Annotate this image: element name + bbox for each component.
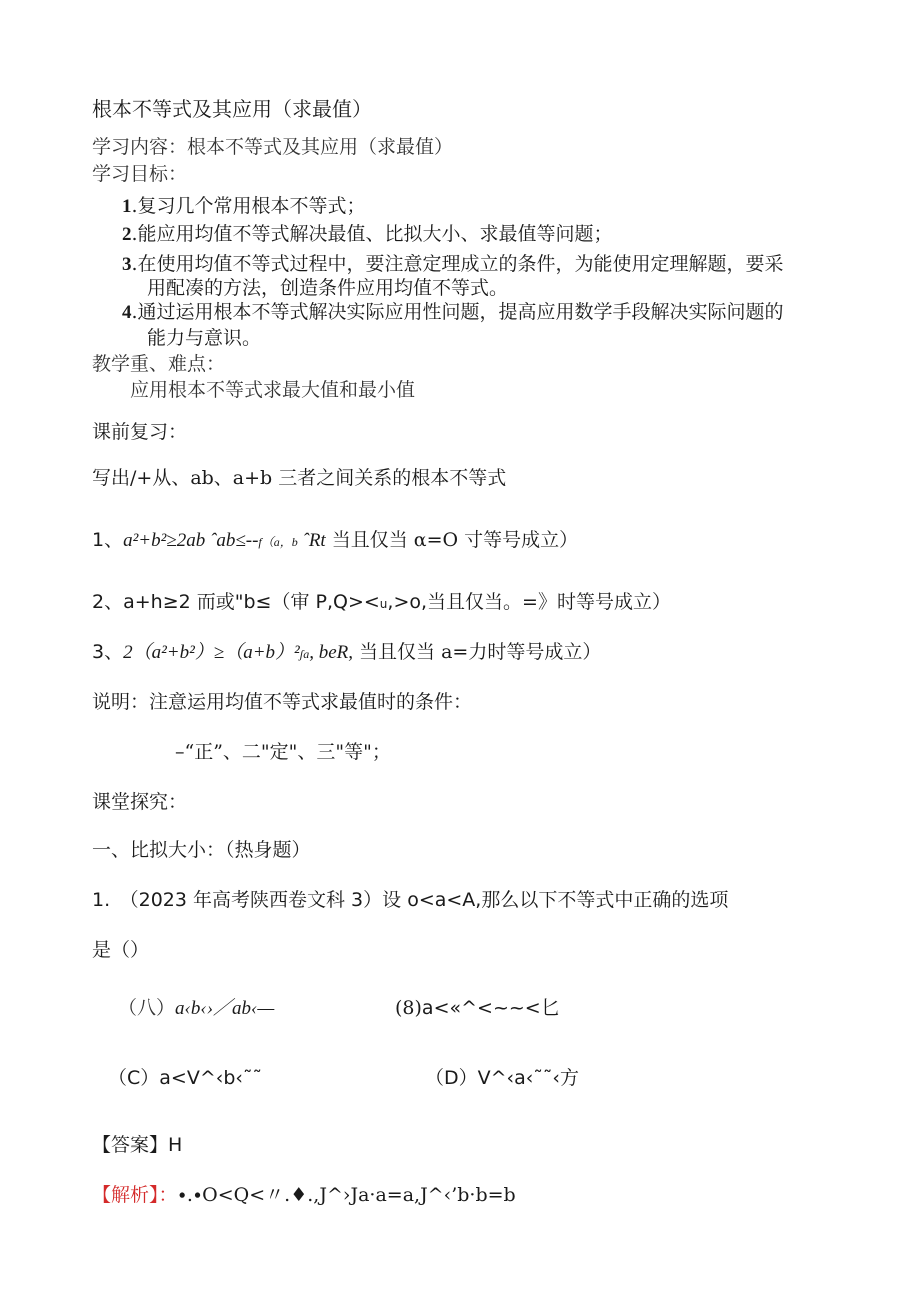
answer-line: 【答案】H	[92, 1134, 183, 1156]
option-c: （C）a<V^‹b‹˜˜	[108, 1067, 263, 1089]
objective-item: 4.通过运用根本不等式解决实际应用性问题，提高应用数学手段解决实际问题的	[122, 301, 784, 323]
note: 说明：注意运用均值不等式求最值时的条件：	[92, 691, 473, 713]
question-1: 1. （2023 年高考陕西卷文科 3）设 o<a<A,那么以下不等式中正确的选项	[92, 889, 729, 911]
question-1-continuation: 是（）	[92, 939, 150, 961]
conditions: –“正”、二"定"、三"等"；	[175, 741, 391, 763]
review-label: 课前复习：	[92, 421, 188, 443]
option-d: （D）V^‹a‹˜˜‹方	[425, 1067, 579, 1089]
objective-item: 3.在使用均值不等式过程中，要注意定理成立的条件，为能使用定理解题，要采	[122, 253, 784, 275]
option-a: （八）a‹b‹›／ab‹—	[118, 997, 275, 1019]
analysis-text: ∙.∙O<Q<〃.♦.,J^›Ja·a=a,J^‹’b·b=b	[177, 1184, 516, 1206]
objective-item-continuation: 用配凑的方法，创造条件应用均值不等式。	[147, 277, 509, 299]
formula-2: 2、a+h≥2 而或"b≤（审 P,Q><u,>o,当且仅当。=》时等号成立）	[92, 591, 671, 613]
objective-item: 1.复习几个常用根本不等式；	[122, 195, 366, 217]
section-heading: 一、比拟大小：（热身题）	[92, 839, 311, 861]
option-b: (8)a<«^<~~<匕	[395, 997, 560, 1019]
analysis-label: 【解析】：	[92, 1184, 178, 1206]
formula-3: 3、2（a²+b²）≥（a+b）²ʃa, beR, 当且仅当 a=力时等号成立）	[92, 641, 602, 663]
key-points-text: 应用根本不等式求最大值和最小值	[130, 379, 416, 401]
objective-item-continuation: 能力与意识。	[147, 327, 262, 349]
key-points-label: 教学重、难点：	[92, 353, 226, 375]
review-prompt: 写出/+从、ab、a+b 三者之间关系的根本不等式	[92, 467, 507, 489]
explore-label: 课堂探究：	[92, 791, 188, 813]
analysis-line	[92, 1183, 516, 1207]
formula-1: 1、a²+b²≥2ab ˆab≤--f（a，b ˆRt 当且仅当 α=O 寸等号成立）	[92, 529, 579, 551]
objectives-label: 学习目标：	[92, 163, 188, 185]
page-title: 根本不等式及其应用（求最值）	[92, 97, 372, 121]
objective-item: 2.能应用均值不等式解决最值、比拟大小、求最值等问题；	[122, 223, 613, 245]
content-line: 学习内容：根本不等式及其应用（求最值）	[92, 136, 454, 158]
